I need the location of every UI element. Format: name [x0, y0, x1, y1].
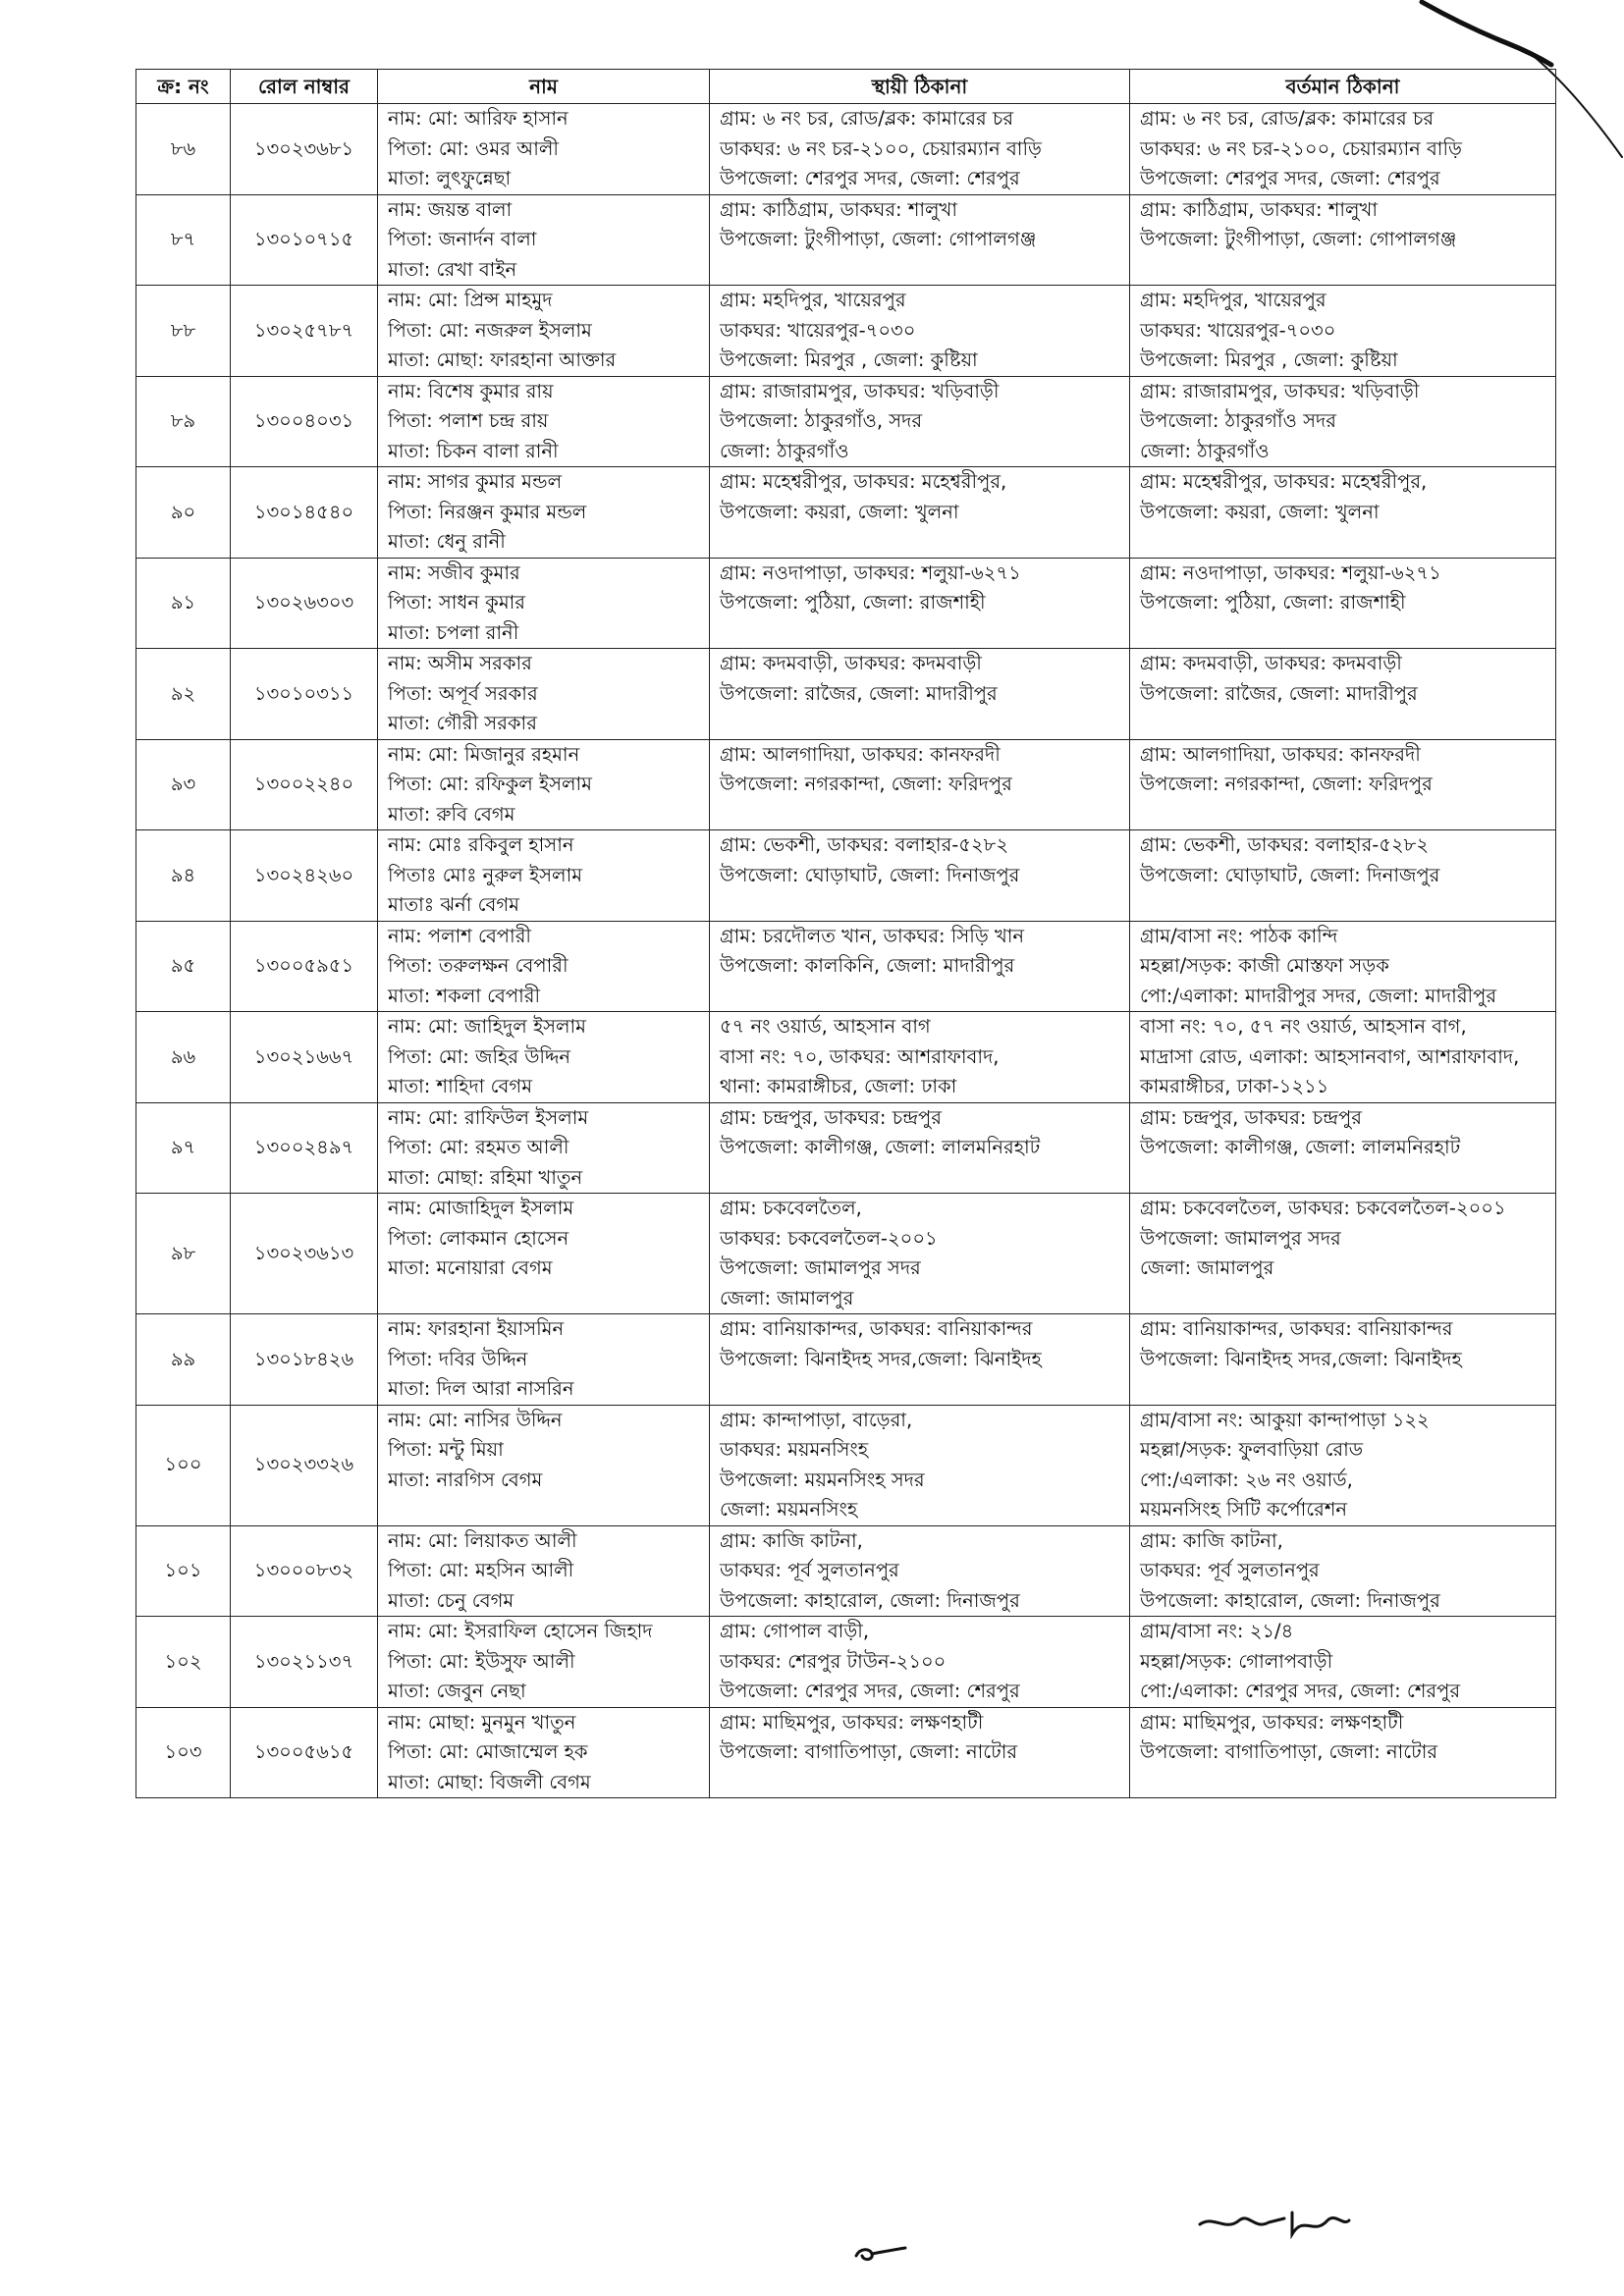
permanent-address-line: গ্রাম: কাজি কাটনা, — [720, 1528, 863, 1552]
name-line: পিতা: মো: ওমর আলী — [388, 136, 559, 160]
permanent-address-line: গ্রাম: চকবেলতৈল, — [720, 1197, 862, 1219]
name-line: নাম: মো: জাহিদুল ইসলাম — [388, 1015, 586, 1038]
permanent-address-cell — [710, 1525, 1130, 1617]
header-serial: ক্র: নং — [136, 70, 231, 104]
name-line: পিতা: মো: জহির উদ্দিন — [388, 1044, 571, 1068]
present-address-cell — [1130, 830, 1556, 922]
name-line: নাম: মোজাহিদুল ইসলাম — [388, 1197, 574, 1219]
present-address-line: গ্রাম: চন্দ্রপুর, ডাকঘর: চন্দ্রপুর — [1140, 1105, 1362, 1129]
table-row — [136, 1707, 1556, 1798]
present-address-cell — [1130, 558, 1556, 649]
table-row — [136, 1102, 1556, 1194]
present-address-line: গ্রাম: ভেকশী, ডাকঘর: বলাহার-৫২৮২ — [1140, 833, 1430, 856]
table-row — [136, 194, 1556, 286]
permanent-address-line: গ্রাম: মহেশ্বরীপুর, ডাকঘর: মহেশ্বরীপুর, — [720, 470, 1007, 493]
permanent-address-line: গ্রাম: ভেকশী, ডাকঘর: বলাহার-৫২৮২ — [720, 833, 1009, 856]
name-line: পিতা: নিরঞ্জন কুমার মন্ডল — [388, 500, 587, 523]
serial-cell: ১০১ — [136, 1525, 231, 1617]
present-address-line: উপজেলা: রাজৈর, জেলা: মাদারীপুর — [1140, 681, 1418, 705]
present-address-line: কামরাঙ্গীচর, ঢাকা-১২১১ — [1140, 1075, 1329, 1097]
present-address-line: উপজেলা: মিরপুর , জেলা: কুষ্টিয়া — [1140, 348, 1398, 371]
table-row — [136, 104, 1556, 195]
permanent-address-line: উপজেলা: মিরপুর , জেলা: কুষ্টিয়া — [720, 348, 978, 371]
roll-number-cell: ১৩০০৫৯৫১ — [231, 921, 378, 1012]
present-address-cell — [1130, 194, 1556, 286]
name-cell — [378, 1012, 710, 1103]
header-present-address: বর্তমান ঠিকানা — [1130, 70, 1556, 104]
permanent-address-line: উপজেলা: শেরপুর সদর, জেলা: শেরপুর — [720, 167, 1020, 189]
present-address-line: উপজেলা: কয়রা, জেলা: খুলনা — [1140, 500, 1380, 523]
present-address-line: জেলা: ঠাকুরগাঁও — [1140, 439, 1270, 462]
name-line: মাতা: রেখা বাইন — [388, 257, 517, 281]
present-address-line: জেলা: জামালপুর — [1140, 1256, 1274, 1279]
table-row — [136, 467, 1556, 559]
name-line: মাতা: রুবি বেগম — [388, 802, 515, 826]
name-line: মাতা: মোছা: বিজলী বেগম — [388, 1770, 591, 1793]
name-cell — [378, 286, 710, 377]
roll-number-cell: ১৩০২১১৩৭ — [231, 1617, 378, 1708]
name-line: পিতা: মো: নজরুল ইসলাম — [388, 318, 592, 342]
present-address-line: গ্রাম/বাসা নং: ২১/৪ — [1140, 1620, 1294, 1642]
roll-number-cell: ১৩০০২৪৯৭ — [231, 1102, 378, 1194]
permanent-address-line: উপজেলা: কালীগঞ্জ, জেলা: লালমনিরহাট — [720, 1136, 1041, 1158]
present-address-line: ডাকঘর: ৬ নং চর-২১০০, চেয়ারম্যান বাড়ি — [1140, 136, 1462, 160]
table-row — [136, 739, 1556, 830]
permanent-address-line: জেলা: ঠাকুরগাঁও — [720, 439, 849, 462]
table-row — [136, 1314, 1556, 1406]
permanent-address-line: উপজেলা: বাগাতিপাড়া, জেলা: নাটোর — [720, 1740, 1018, 1763]
present-address-line: বাসা নং: ৭০, ৫৭ নং ওয়ার্ড, আহসান বাগ, — [1140, 1015, 1467, 1038]
present-address-line: গ্রাম: আলগাদিয়া, ডাকঘর: কানফরদী — [1140, 742, 1421, 766]
name-cell — [378, 376, 710, 467]
table-row — [136, 921, 1556, 1012]
present-address-line: গ্রাম: রাজারামপুর, ডাকঘর: খড়িবাড়ী — [1140, 379, 1420, 402]
present-address-cell — [1130, 104, 1556, 195]
header-permanent-address: স্থায়ী ঠিকানা — [710, 70, 1130, 104]
permanent-address-line: গ্রাম: চন্দ্রপুর, ডাকঘর: চন্দ্রপুর — [720, 1105, 942, 1129]
name-line: পিতা: দবির উদ্দিন — [388, 1347, 528, 1370]
permanent-address-line: উপজেলা: ময়মনসিংহ সদর — [720, 1468, 925, 1491]
permanent-address-line: গ্রাম: কান্দাপাড়া, বাড়েরা, — [720, 1408, 913, 1431]
permanent-address-line: গ্রাম: ৬ নং চর, রোড/ব্লক: কামারের চর — [720, 107, 1014, 130]
serial-cell: ৮৬ — [136, 104, 231, 195]
permanent-address-line: গ্রাম: চরদৌলত খান, ডাকঘর: সিড়ি খান — [720, 924, 1025, 947]
name-cell — [378, 1102, 710, 1194]
name-line: মাতা: লুৎফুন্নেছা — [388, 167, 512, 189]
roll-number-cell: ১৩০১৮৪২৬ — [231, 1314, 378, 1406]
present-address-line: গ্রাম: কাঠিগ্রাম, ডাকঘর: শালুখা — [1140, 197, 1379, 221]
name-line: নাম: মো: আরিফ হাসান — [388, 107, 568, 130]
name-line: পিতা: অপূর্ব সরকার — [388, 681, 538, 705]
name-cell — [378, 194, 710, 286]
present-address-line: ডাকঘর: পূর্ব সুলতানপুর — [1140, 1559, 1320, 1581]
permanent-address-line: ডাকঘর: পূর্ব সুলতানপুর — [720, 1559, 899, 1581]
present-address-line: উপজেলা: জামালপুর সদর — [1140, 1226, 1341, 1250]
name-line: মাতা: চেনু বেগম — [388, 1588, 514, 1612]
permanent-address-cell — [710, 558, 1130, 649]
present-address-line: উপজেলা: টুংগীপাড়া, জেলা: গোপালগঞ্জ — [1140, 228, 1457, 250]
roll-number-cell: ১৩০০৪০৩১ — [231, 376, 378, 467]
present-address-line: গ্রাম: কাজি কাটনা, — [1140, 1528, 1283, 1552]
roll-number-cell: ১৩০০৫৬১৫ — [231, 1707, 378, 1798]
serial-cell: ৮৭ — [136, 194, 231, 286]
permanent-address-line: ডাকঘর: শেরপুর টাউন-২১০০ — [720, 1649, 947, 1673]
permanent-address-cell — [710, 467, 1130, 559]
serial-cell: ৯৯ — [136, 1314, 231, 1406]
permanent-address-cell — [710, 649, 1130, 740]
name-line: নাম: মো: প্রিন্স মাহমুদ — [388, 289, 553, 311]
serial-cell: ৯১ — [136, 558, 231, 649]
name-cell — [378, 1525, 710, 1617]
permanent-address-line: গ্রাম: নওদাপাড়া, ডাকঘর: শলুয়া-৬২৭১ — [720, 561, 1021, 584]
present-address-cell — [1130, 467, 1556, 559]
signature-scribble — [1196, 2207, 1353, 2240]
present-address-line: উপজেলা: কালীগঞ্জ, জেলা: লালমনিরহাট — [1140, 1136, 1461, 1158]
permanent-address-line: উপজেলা: জামালপুর সদর — [720, 1256, 921, 1279]
present-address-cell — [1130, 1012, 1556, 1103]
serial-cell: ১০২ — [136, 1617, 231, 1708]
name-line: মাতা: নারগিস বেগম — [388, 1468, 543, 1491]
candidate-table — [135, 69, 1556, 1798]
name-line: নাম: মোছা: মুনমুন খাতুন — [388, 1710, 576, 1734]
name-cell — [378, 558, 710, 649]
present-address-line: পো:/এলাকা: শেরপুর সদর, জেলা: শেরপুর — [1140, 1680, 1461, 1702]
permanent-address-line: গ্রাম: বানিয়াকান্দর, ডাকঘর: বানিয়াকান্দর — [720, 1317, 1033, 1340]
present-address-line: গ্রাম: ৬ নং চর, রোড/ব্লক: কামারের চর — [1140, 107, 1435, 130]
header-roll: রোল নাম্বার — [231, 70, 378, 104]
roll-number-cell: ১৩০২৩৬১৩ — [231, 1194, 378, 1314]
table-row — [136, 1405, 1556, 1525]
name-line: পিতা: পলাশ চন্দ্র রায় — [388, 409, 549, 432]
name-line: পিতাঃ মোঃ নুরুল ইসলাম — [388, 863, 583, 886]
name-line: মাতা: দিল আরা নাসরিন — [388, 1377, 574, 1400]
roll-number-cell: ১৩০২৪২৬০ — [231, 830, 378, 922]
permanent-address-line: জেলা: জামালপুর — [720, 1286, 854, 1309]
table-row — [136, 558, 1556, 649]
name-line: নাম: সজীব কুমার — [388, 561, 520, 584]
name-line: মাতা: গৌরী সরকার — [388, 712, 537, 734]
permanent-address-line: উপজেলা: কাহারোল, জেলা: দিনাজপুর — [720, 1588, 1020, 1612]
name-line: মাতা: ধেনু রানী — [388, 530, 506, 553]
name-cell — [378, 1707, 710, 1798]
present-address-line: উপজেলা: ঠাকুরগাঁও সদর — [1140, 409, 1336, 432]
permanent-address-cell — [710, 1314, 1130, 1406]
permanent-address-line: গ্রাম: রাজারামপুর, ডাকঘর: খড়িবাড়ী — [720, 379, 1000, 402]
permanent-address-line: উপজেলা: নগরকান্দা, জেলা: ফরিদপুর — [720, 773, 1012, 795]
present-address-cell — [1130, 649, 1556, 740]
present-address-line: উপজেলা: পুঠিয়া, জেলা: রাজশাহী — [1140, 591, 1406, 614]
serial-cell: ৮৯ — [136, 376, 231, 467]
roll-number-cell: ১৩০২১৬৬৭ — [231, 1012, 378, 1103]
serial-cell: ৯৫ — [136, 921, 231, 1012]
present-address-line: গ্রাম: বানিয়াকান্দর, ডাকঘর: বানিয়াকান্দর — [1140, 1317, 1453, 1340]
table-header-row — [136, 70, 1556, 104]
present-address-line: মহল্লা/সড়ক: গোলাপবাড়ী — [1140, 1649, 1333, 1673]
table-body — [136, 104, 1556, 1798]
table-row — [136, 1525, 1556, 1617]
present-address-line: গ্রাম: মহেশ্বরীপুর, ডাকঘর: মহেশ্বরীপুর, — [1140, 470, 1428, 493]
permanent-address-line: গ্রাম: আলগাদিয়া, ডাকঘর: কানফরদী — [720, 742, 1001, 766]
name-line: পিতা: মো: রফিকুল ইসলাম — [388, 773, 592, 795]
present-address-line: উপজেলা: শেরপুর সদর, জেলা: শেরপুর — [1140, 167, 1440, 189]
name-line: পিতা: মো: মোজাম্মেল হক — [388, 1740, 588, 1763]
present-address-cell — [1130, 1194, 1556, 1314]
roll-number-cell: ১৩০২৬৩০৩ — [231, 558, 378, 649]
name-cell — [378, 1314, 710, 1406]
permanent-address-line: উপজেলা: রাজৈর, জেলা: মাদারীপুর — [720, 681, 998, 705]
present-address-cell — [1130, 1707, 1556, 1798]
present-address-line: উপজেলা: নগরকান্দা, জেলা: ফরিদপুর — [1140, 773, 1433, 795]
permanent-address-line: উপজেলা: টুংগীপাড়া, জেলা: গোপালগঞ্জ — [720, 228, 1037, 250]
permanent-address-line: গ্রাম: মহদিপুর, খায়েরপুর — [720, 289, 906, 311]
permanent-address-line: থানা: কামরাঙ্গীচর, জেলা: ঢাকা — [720, 1075, 957, 1097]
present-address-line: গ্রাম: মাছিমপুর, ডাকঘর: লক্ষণহাটী — [1140, 1710, 1404, 1734]
permanent-address-cell — [710, 1405, 1130, 1525]
permanent-address-cell — [710, 1707, 1130, 1798]
name-cell — [378, 467, 710, 559]
present-address-line: গ্রাম: মহদিপুর, খায়েরপুর — [1140, 289, 1326, 311]
present-address-cell — [1130, 1314, 1556, 1406]
name-line: নাম: মো: রাফিউল ইসলাম — [388, 1105, 589, 1129]
permanent-address-line: গ্রাম: কাঠিগ্রাম, ডাকঘর: শালুখা — [720, 197, 958, 221]
header-name: নাম — [378, 70, 710, 104]
name-line: পিতা: মো: মহসিন আলী — [388, 1559, 574, 1581]
table-row — [136, 286, 1556, 377]
roll-number-cell: ১৩০২৩৬৮১ — [231, 104, 378, 195]
present-address-cell — [1130, 921, 1556, 1012]
permanent-address-line: ডাকঘর: খায়েরপুর-৭০৩০ — [720, 318, 916, 342]
name-cell — [378, 830, 710, 922]
present-address-cell — [1130, 1102, 1556, 1194]
name-line: মাতা: চপলা রানী — [388, 620, 519, 644]
permanent-address-cell — [710, 739, 1130, 830]
name-line: মাতা: মোছা: ফারহানা আক্তার — [388, 348, 617, 371]
permanent-address-line: ৫৭ নং ওয়ার্ড, আহসান বাগ — [720, 1015, 931, 1038]
permanent-address-line: গ্রাম: মাছিমপুর, ডাকঘর: লক্ষণহাটী — [720, 1710, 984, 1734]
serial-cell: ৯৪ — [136, 830, 231, 922]
roll-number-cell: ১৩০২৫৭৮৭ — [231, 286, 378, 377]
name-line: নাম: বিশেষ কুমার রায় — [388, 379, 554, 402]
roll-number-cell: ১৩০১৪৫৪০ — [231, 467, 378, 559]
present-address-line: পো:/এলাকা: মাদারীপুর সদর, জেলা: মাদারীপুর — [1140, 984, 1497, 1007]
serial-cell: ৯০ — [136, 467, 231, 559]
permanent-address-cell — [710, 376, 1130, 467]
permanent-address-line: উপজেলা: শেরপুর সদর, জেলা: শেরপুর — [720, 1680, 1020, 1702]
permanent-address-line: গ্রাম: কদমবাড়ী, ডাকঘর: কদমবাড়ী — [720, 652, 982, 674]
name-line: নাম: ফারহানা ইয়াসমিন — [388, 1317, 565, 1340]
permanent-address-line: উপজেলা: কালকিনি, জেলা: মাদারীপুর — [720, 954, 1015, 977]
serial-cell: ৯৮ — [136, 1194, 231, 1314]
serial-cell: ৯৭ — [136, 1102, 231, 1194]
name-line: নাম: মো: লিয়াকত আলী — [388, 1528, 577, 1552]
name-line: পিতা: মো: রহমত আলী — [388, 1136, 569, 1158]
present-address-line: গ্রাম: কদমবাড়ী, ডাকঘর: কদমবাড়ী — [1140, 652, 1402, 674]
permanent-address-cell — [710, 830, 1130, 922]
serial-cell: ১০০ — [136, 1405, 231, 1525]
present-address-line: মাদ্রাসা রোড, এলাকা: আহসানবাগ, আশরাফাবাদ, — [1140, 1044, 1520, 1068]
name-line: নাম: জয়ন্ত বালা — [388, 197, 513, 221]
permanent-address-line: উপজেলা: ঘোড়াঘাট, জেলা: দিনাজপুর — [720, 863, 1020, 886]
name-line: নাম: মো: মিজানুর রহমান — [388, 742, 580, 766]
name-line: মাতা: শকলা বেপারী — [388, 984, 541, 1007]
serial-cell: ৯৩ — [136, 739, 231, 830]
name-cell — [378, 649, 710, 740]
name-line: পিতা: জনার্দন বালা — [388, 228, 537, 250]
permanent-address-cell — [710, 1617, 1130, 1708]
present-address-line: মহল্লা/সড়ক: ফুলবাড়িয়া রোড — [1140, 1438, 1364, 1461]
present-address-line: ময়মনসিংহ সিটি কর্পোরেশন — [1140, 1498, 1348, 1521]
name-cell — [378, 104, 710, 195]
name-line: নাম: মোঃ রকিবুল হাসান — [388, 833, 574, 856]
present-address-line: গ্রাম/বাসা নং: পাঠক কান্দি — [1140, 924, 1338, 947]
page-number-mark — [850, 2240, 909, 2269]
permanent-address-cell — [710, 921, 1130, 1012]
permanent-address-line: ডাকঘর: চকবেলতৈল-২০০১ — [720, 1226, 938, 1250]
present-address-line: উপজেলা: ঘোড়াঘাট, জেলা: দিনাজপুর — [1140, 863, 1440, 886]
roll-number-cell: ১৩০১০৭১৫ — [231, 194, 378, 286]
permanent-address-line: ডাকঘর: ৬ নং চর-২১০০, চেয়ারম্যান বাড়ি — [720, 136, 1042, 160]
table-row — [136, 1012, 1556, 1103]
name-cell — [378, 1405, 710, 1525]
name-cell — [378, 1617, 710, 1708]
table-row — [136, 830, 1556, 922]
permanent-address-cell — [710, 194, 1130, 286]
name-line: পিতা: তরুলক্ষন বেপারী — [388, 954, 568, 977]
present-address-cell — [1130, 286, 1556, 377]
permanent-address-line: উপজেলা: পুঠিয়া, জেলা: রাজশাহী — [720, 591, 986, 614]
name-line: মাতা: মোছা: রহিমা খাতুন — [388, 1165, 583, 1189]
permanent-address-cell — [710, 1102, 1130, 1194]
permanent-address-cell — [710, 286, 1130, 377]
present-address-line: উপজেলা: কাহারোল, জেলা: দিনাজপুর — [1140, 1588, 1440, 1612]
permanent-address-line: উপজেলা: ঝিনাইদহ সদর,জেলা: ঝিনাইদহ — [720, 1347, 1042, 1370]
permanent-address-cell — [710, 1012, 1130, 1103]
table-row — [136, 1194, 1556, 1314]
name-cell — [378, 921, 710, 1012]
name-line: মাতা: জেবুন নেছা — [388, 1680, 526, 1702]
permanent-address-cell — [710, 104, 1130, 195]
roll-number-cell: ১৩০০২২৪০ — [231, 739, 378, 830]
present-address-line: গ্রাম: চকবেলতৈল, ডাকঘর: চকবেলতৈল-২০০১ — [1140, 1197, 1506, 1219]
present-address-cell — [1130, 1617, 1556, 1708]
present-address-cell — [1130, 1405, 1556, 1525]
name-line: নাম: অসীম সরকার — [388, 652, 532, 674]
name-line: পিতা: লোকমান হোসেন — [388, 1226, 569, 1250]
permanent-address-line: গ্রাম: গোপাল বাড়ী, — [720, 1620, 870, 1642]
permanent-address-line: উপজেলা: কয়রা, জেলা: খুলনা — [720, 500, 959, 523]
present-address-cell — [1130, 1525, 1556, 1617]
present-address-cell — [1130, 376, 1556, 467]
name-cell — [378, 739, 710, 830]
table-row — [136, 376, 1556, 467]
name-line: নাম: সাগর কুমার মন্ডল — [388, 470, 563, 493]
roll-number-cell: ১৩০০০৮৩২ — [231, 1525, 378, 1617]
name-line: পিতা: সাধন কুমার — [388, 591, 526, 614]
permanent-address-cell — [710, 1194, 1130, 1314]
table-row — [136, 1617, 1556, 1708]
present-address-line: ডাকঘর: খায়েরপুর-৭০৩০ — [1140, 318, 1336, 342]
permanent-address-line: জেলা: ময়মনসিংহ — [720, 1498, 858, 1521]
present-address-line: উপজেলা: ঝিনাইদহ সদর,জেলা: ঝিনাইদহ — [1140, 1347, 1462, 1370]
permanent-address-line: বাসা নং: ৭০, ডাকঘর: আশরাফাবাদ, — [720, 1044, 1000, 1068]
serial-cell: ৯৬ — [136, 1012, 231, 1103]
name-cell — [378, 1194, 710, 1314]
name-line: নাম: পলাশ বেপারী — [388, 924, 532, 947]
present-address-line: মহল্লা/সড়ক: কাজী মোস্তফা সড়ক — [1140, 954, 1389, 977]
present-address-line: উপজেলা: বাগাতিপাড়া, জেলা: নাটোর — [1140, 1740, 1438, 1763]
serial-cell: ১০৩ — [136, 1707, 231, 1798]
name-line: নাম: মো: নাসির উদ্দিন — [388, 1408, 563, 1431]
name-line: মাতাঃ ঝর্না বেগম — [388, 893, 519, 916]
present-address-line: গ্রাম: নওদাপাড়া, ডাকঘর: শলুয়া-৬২৭১ — [1140, 561, 1441, 584]
name-line: মাতা: চিকন বালা রানী — [388, 439, 559, 462]
roll-number-cell: ১৩০২৩৩২৬ — [231, 1405, 378, 1525]
present-address-line: পো:/এলাকা: ২৬ নং ওয়ার্ড, — [1140, 1468, 1353, 1491]
serial-cell: ৯২ — [136, 649, 231, 740]
permanent-address-line: ডাকঘর: ময়মনসিংহ — [720, 1438, 869, 1461]
serial-cell: ৮৮ — [136, 286, 231, 377]
name-line: মাতা: মনোয়ারা বেগম — [388, 1256, 553, 1279]
name-line: পিতা: মন্টু মিয়া — [388, 1438, 504, 1461]
present-address-line: গ্রাম/বাসা নং: আকুয়া কান্দাপাড়া ১২২ — [1140, 1408, 1430, 1431]
permanent-address-line: উপজেলা: ঠাকুরগাঁও, সদর — [720, 409, 923, 432]
table-row — [136, 649, 1556, 740]
name-line: মাতা: শাহিদা বেগম — [388, 1075, 533, 1097]
present-address-cell — [1130, 739, 1556, 830]
roll-number-cell: ১৩০১০৩১১ — [231, 649, 378, 740]
name-line: পিতা: মো: ইউসুফ আলী — [388, 1649, 575, 1673]
name-line: নাম: মো: ইসরাফিল হোসেন জিহাদ — [388, 1620, 653, 1642]
